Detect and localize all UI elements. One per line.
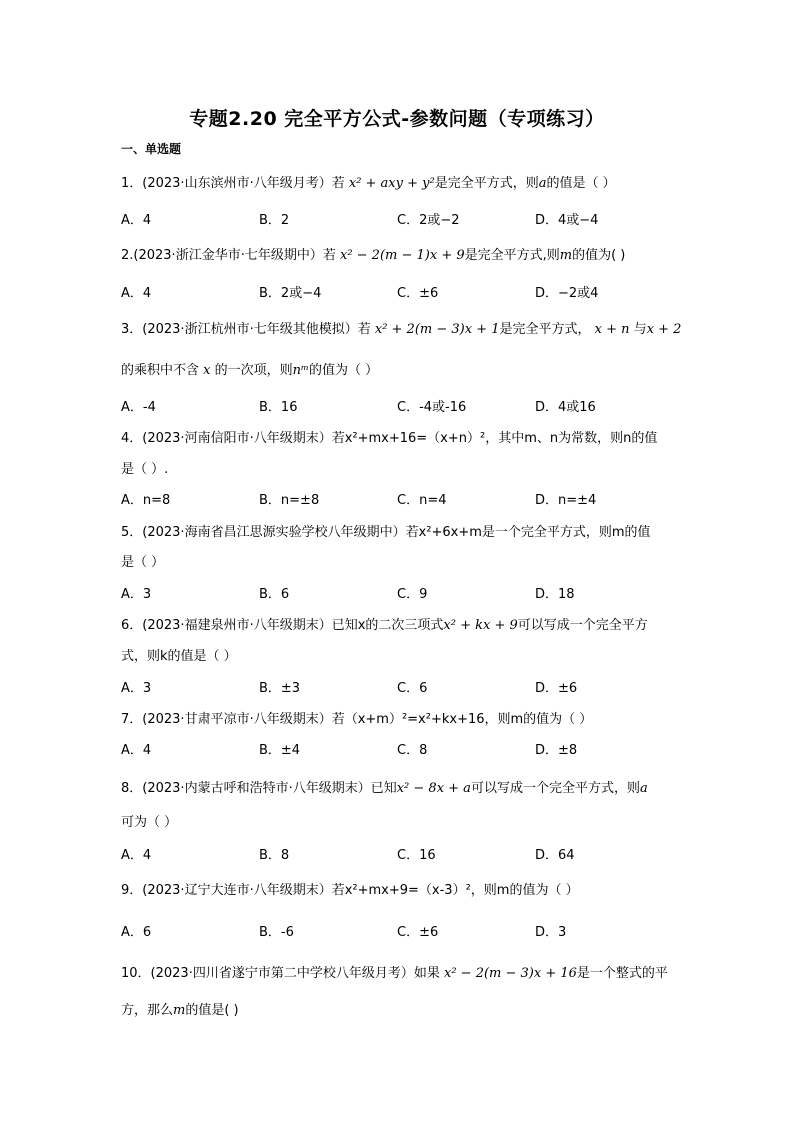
question-source: (2023·河南信阳市·八年级期末）: [142, 431, 332, 446]
math-expression: x² + kx + 9: [443, 618, 518, 633]
question-text: 的值为（ ）: [309, 363, 379, 378]
option-d: D．18: [535, 587, 575, 602]
question-text: 若: [331, 176, 345, 191]
option-a: A．4: [121, 286, 152, 301]
option-a: A．4: [121, 213, 152, 228]
question-text: 是完全平方式，: [499, 322, 591, 337]
option-b: B．6: [259, 587, 290, 602]
question-3-line-2: [121, 359, 378, 378]
math-expression: x² + axy + y²: [348, 176, 435, 191]
option-d: D．4或16: [535, 400, 596, 415]
math-expression: x² − 2(m − 3)x + 16: [444, 966, 577, 981]
option-b: B．±4: [259, 743, 301, 758]
question-source: (2023·山东滨州市·八年级月考）: [142, 176, 332, 191]
question-1: [121, 172, 616, 191]
option-c: C．6: [397, 681, 428, 696]
question-text: 如果: [413, 966, 440, 981]
question-text: 可以写成一个完全平方: [517, 618, 648, 633]
question-8: [121, 777, 648, 796]
question-2: [121, 244, 625, 263]
math-expression: x² − 2(m − 1)x + 9: [339, 248, 465, 263]
question-text: 可以写成一个完全平方式，则: [470, 781, 640, 796]
option-d: D．4或−4: [535, 213, 599, 228]
question-5: [121, 521, 651, 540]
option-a: A．n=8: [121, 493, 171, 508]
option-c: C．16: [397, 848, 436, 863]
question-text: 已知: [370, 781, 397, 796]
question-text: 的值为( ): [572, 248, 626, 263]
question-source: (2023·四川省遂宁市第二中学校八年级月考）: [150, 966, 414, 981]
question-4-line-2: 是（ ）.: [121, 462, 169, 477]
question-source: (2023·内蒙古呼和浩特市·八年级期末）: [142, 781, 371, 796]
question-text: 与: [633, 322, 647, 337]
option-a: A．6: [121, 925, 152, 940]
question-text: 的一次项，则: [214, 363, 293, 378]
question-text: 若（x+m）²=x²+kx+16，则m的值为（ ）: [331, 712, 593, 727]
math-expression: x + n: [594, 322, 630, 337]
question-number: 1．: [121, 176, 143, 191]
question-number: 2.: [121, 248, 134, 263]
question-text: 是一个整式的平: [576, 966, 668, 981]
question-8-line-2: 可为（ ）: [121, 815, 178, 830]
question-number: 3．: [121, 322, 143, 337]
question-number: 4．: [121, 431, 143, 446]
option-b: B．2或−4: [259, 286, 322, 301]
math-variable: a: [538, 176, 547, 191]
question-number: 5．: [121, 525, 143, 540]
question-text: 是完全平方式,则: [464, 248, 560, 263]
question-3: [121, 318, 681, 337]
question-text: 若: [357, 322, 371, 337]
question-text: 已知x的二次三项式: [331, 618, 444, 633]
question-10-line-2: [121, 999, 239, 1018]
question-text: 是完全平方式，则: [434, 176, 539, 191]
option-b: B．n=±8: [259, 493, 320, 508]
option-a: A．3: [121, 587, 152, 602]
option-d: D．−2或4: [535, 286, 599, 301]
question-6-line-2: 式，则k的值是（ ）: [121, 649, 237, 664]
option-c: C．9: [397, 587, 428, 602]
option-b: B．8: [259, 848, 290, 863]
question-5-line-2: 是（ ）: [121, 555, 165, 570]
question-text: 若x²+mx+9=（x-3）²，则m的值为（ ）: [331, 883, 579, 898]
question-source: (2023·浙江杭州市·七年级其他模拟）: [142, 322, 358, 337]
page-title: 专题2.20 完全平方公式-参数问题（专项练习）: [189, 108, 605, 130]
question-number: 6．: [121, 618, 143, 633]
option-a: A．4: [121, 743, 152, 758]
question-number: 7．: [121, 712, 143, 727]
math-variable: x: [203, 363, 211, 378]
question-text: 的值是( ): [185, 1003, 239, 1018]
option-a: A．-4: [121, 400, 156, 415]
option-d: D．64: [535, 848, 575, 863]
option-c: C．±6: [397, 286, 439, 301]
option-a: A．3: [121, 681, 152, 696]
option-d: D．±6: [535, 681, 578, 696]
question-4: [121, 427, 657, 446]
option-b: B．-6: [259, 925, 294, 940]
question-text: 的乘积中不含: [121, 363, 200, 378]
option-d: D．±8: [535, 743, 578, 758]
question-number: 10．: [121, 966, 151, 981]
option-c: C．±6: [397, 925, 439, 940]
question-text: 若x²+mx+16=（x+n）²，其中m、n为常数，则n的值: [331, 431, 658, 446]
option-d: D．n=±4: [535, 493, 597, 508]
math-expression: x² − 8x + a: [396, 781, 471, 796]
option-c: C．8: [397, 743, 428, 758]
section-heading: 一、单选题: [121, 142, 182, 156]
math-variable: m: [559, 248, 573, 263]
math-expression: x + 2: [646, 322, 682, 337]
question-source: (2023·福建泉州市·八年级期末）: [142, 618, 332, 633]
option-c: C．2或−2: [397, 213, 460, 228]
question-source: (2023·浙江金华市·七年级期中）: [133, 248, 323, 263]
question-7: [121, 708, 592, 727]
option-c: C．-4或-16: [397, 400, 467, 415]
question-number: 8．: [121, 781, 143, 796]
question-source: (2023·甘肃平凉市·八年级期末）: [142, 712, 332, 727]
question-9: [121, 879, 579, 898]
math-expression: nᵐ: [292, 363, 310, 378]
question-text: 若x²+6x+m是一个完全平方式，则m的值: [405, 525, 651, 540]
math-expression: x² + 2(m − 3)x + 1: [374, 322, 500, 337]
math-variable: m: [173, 1003, 186, 1018]
question-text: 方，那么: [121, 1003, 174, 1018]
question-text: 若: [322, 248, 336, 263]
question-10: [121, 962, 668, 981]
question-number: 9．: [121, 883, 143, 898]
option-a: A．4: [121, 848, 152, 863]
option-b: B．±3: [259, 681, 301, 696]
option-d: D．3: [535, 925, 567, 940]
question-source: (2023·海南省昌江思源实验学校八年级期中）: [142, 525, 406, 540]
option-b: B．2: [259, 213, 290, 228]
question-text: 的值是（ ）: [546, 176, 616, 191]
question-source: (2023·辽宁大连市·八年级期末）: [142, 883, 332, 898]
math-variable: a: [639, 781, 648, 796]
question-6: [121, 614, 648, 633]
option-c: C．n=4: [397, 493, 447, 508]
option-b: B．16: [259, 400, 298, 415]
